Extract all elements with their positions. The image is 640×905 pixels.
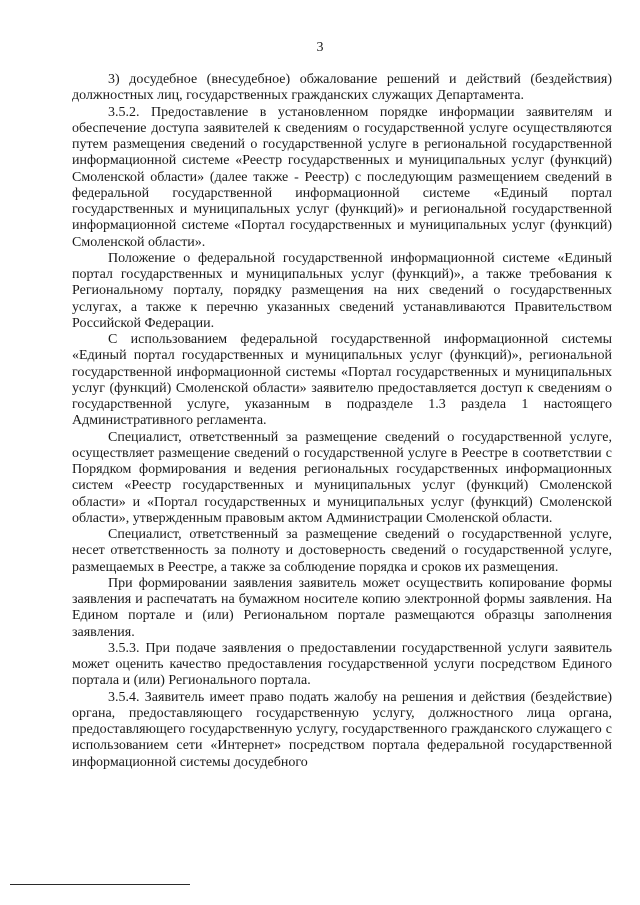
paragraph-portal-regulation: Положение о федеральной государственной информационной системе «Единый портал государственных и муниципальных услуг (функций)», а также требования к Региональному порталу, порядку размещения на них сведений о государственных услугах, а также к перечню указанных сведений устанавливаются Правительством Российской Федерации. [72,250,612,331]
paragraph-item-1-appeal: 3) досудебное (внесудебное) обжалование решений и действий (бездействия) должностных лиц, государственных гражданских служащих Департамента. [72,72,612,104]
paragraph-3-5-3-quality-assessment: 3.5.3. При подаче заявления о предоставлении государственной услуги заявитель может оценить качество предоставления государственной услуги посредством Единого портала и (или) Регионального портала. [72,640,612,689]
paragraph-specialist-responsibility: Специалист, ответственный за размещение сведений о государственной услуге, несет ответственность за полноту и достоверность сведений о государственной услуге, размещаемых в Реестре, а также за соблюдение порядка и сроков их размещения. [72,527,612,575]
paragraph-specialist-registry: Специалист, ответственный за размещение сведений о государственной услуге, осуществляет размещение сведений о государственной услуге в Реестре в соответствии с Порядком формирования и ведения региональных государственных информационных систем «Реестр государственных и муниципальных услуг (функций) Смоленской области» и «Портал государственных и муниципальных услуг (функций) Смоленской области», утвержденным правовым актом Администрации Смоленской области. [72,429,612,526]
paragraph-3-5-2-information-provision: 3.5.2. Предоставление в установленном порядке информации заявителям и обеспечение доступа заявителей к сведениям о государственной услуге осуществляются путем размещения сведений о государственной услуге в региональной государственной информационной системе «Реестр государственных и муниципальных услуг (функций) Смоленской области» (далее также - Реестр) с последующим размещением сведений в федеральной государственной информационной системе «Единый портал государственных и муниципальных услуг (функций)» и региональной государственной информационной системе «Портал государственных и муниципальных услуг (функций) Смоленской области». [72,104,612,250]
paragraph-application-form: При формировании заявления заявитель может осуществить копирование формы заявления и распечатать на бумажном носителе копию электронной формы заявления. На Едином портале и (или) Региональном портале размещаются образцы заполнения заявления. [72,575,612,640]
document-body [72,72,612,771]
paragraph-portal-access: С использованием федеральной государственной информационной системы «Единый портал государственных и муниципальных услуг (функций)», региональной государственной информационной системы «Портал государственных и муниципальных услуг (функций) Смоленской области» заявителю предоставляется доступ к сведениям о государственной услуге, указанным в подразделе 1.3 раздела 1 настоящего Административного регламента. [72,332,612,429]
page-number: 3 [316,40,324,55]
paragraph-3-5-4-complaint: 3.5.4. Заявитель имеет право подать жалобу на решения и действия (бездействие) органа, предоставляющего государственную услугу, должностного лица органа, предоставляющего государственную услугу, государственного гражданского служащего с использованием сети «Интернет» посредством портала федеральной государственной информационной системы досудебного [72,689,612,770]
footnote-divider [10,884,190,885]
